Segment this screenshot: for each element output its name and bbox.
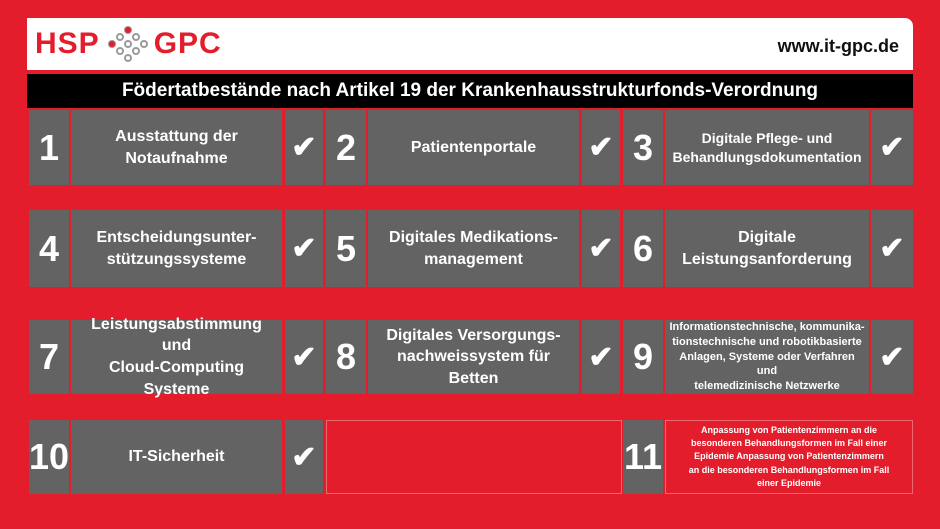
item-label-line: Informationstechnische, kommunika- <box>669 320 865 333</box>
item-label-line: Leistungsanforderung <box>682 250 852 268</box>
item-label <box>669 129 866 167</box>
item-3-label-cell <box>665 110 869 185</box>
item-number: 2 <box>326 110 366 185</box>
item-number: 1 <box>29 110 69 185</box>
item-label-line: stützungssysteme <box>106 250 247 268</box>
item-number: 4 <box>29 210 69 287</box>
item-label-line: IT-Sicherheit <box>128 448 225 466</box>
item-number: 8 <box>326 320 366 394</box>
item-label-line: Anpassung von Patientenzimmern an die <box>700 425 878 436</box>
item-6-label-cell <box>665 210 869 287</box>
item-1-label-cell <box>71 110 282 185</box>
check-icon: ✔ <box>582 110 620 185</box>
logo-dots-icon <box>104 26 150 62</box>
item-label-line: Digitale Pflege- und <box>701 129 833 146</box>
logo-gpc: GPC <box>153 27 222 60</box>
item-label <box>385 227 562 270</box>
header-bar <box>27 18 913 70</box>
item-number: 9 <box>623 320 663 394</box>
item-label-line: tionstechnische und robotikbasierte <box>672 335 862 348</box>
item-label <box>124 446 228 468</box>
item-8-label-cell <box>368 320 579 394</box>
logo-hsp: HSP <box>35 27 100 60</box>
item-10-label-cell <box>71 420 282 494</box>
item-label <box>111 126 242 169</box>
item-9-label-cell <box>665 320 869 394</box>
check-icon: ✔ <box>582 320 620 394</box>
item-label <box>71 314 282 400</box>
item-label-line: einer Epidemie <box>756 477 822 488</box>
item-2-label-cell <box>368 110 579 185</box>
item-label-line: Entscheidungsunter- <box>96 228 257 246</box>
item-7-label-cell <box>71 315 282 398</box>
check-icon: ✔ <box>285 110 323 185</box>
item-number: 11 <box>623 420 663 494</box>
item-label-line: Leistungsabstimmung und <box>91 315 262 355</box>
check-icon: ✔ <box>582 210 620 287</box>
item-label-line: Cloud-Computing Systeme <box>108 359 245 398</box>
logo <box>35 24 222 64</box>
item-label <box>407 137 540 159</box>
item-label-line: Ausstattung der <box>115 127 238 145</box>
item-label-line: Epidemie Anpassung von Patientenzimmern <box>694 451 884 462</box>
item-label <box>679 424 900 489</box>
item-11-label-cell <box>665 420 913 494</box>
item-number: 3 <box>623 110 663 185</box>
item-label-line: Digitale <box>738 228 796 246</box>
check-icon: ✔ <box>871 320 913 394</box>
item-number: 6 <box>623 210 663 287</box>
item-label-line: management <box>424 250 523 268</box>
item-label <box>665 320 869 394</box>
page-title: Födertatbestände nach Artikel 19 der Krankenhausstrukturfonds-Verordnung <box>27 74 913 108</box>
item-5-label-cell <box>368 210 579 287</box>
check-icon: ✔ <box>285 320 323 394</box>
item-label <box>678 227 856 270</box>
website-url[interactable]: www.it-gpc.de <box>777 36 899 56</box>
item-label-line: Notaufnahme <box>125 149 228 167</box>
empty-cell <box>326 420 622 494</box>
item-label-line: Anlagen, Systeme oder Verfahren und <box>679 350 855 378</box>
check-icon: ✔ <box>285 210 323 287</box>
item-label <box>92 227 260 270</box>
item-label-line: Digitales Versorgungs- <box>386 326 561 344</box>
item-label <box>368 325 579 390</box>
item-4-label-cell <box>71 210 282 287</box>
check-icon: ✔ <box>871 210 913 287</box>
item-number: 5 <box>326 210 366 287</box>
item-label-line: telemedizinische Netzwerke <box>694 380 840 393</box>
item-number: 10 <box>29 420 69 494</box>
item-label-line: an die besonderen Behandlungsformen im Fall <box>688 464 890 475</box>
item-label-line: Behandlungsdokumentation <box>672 148 862 165</box>
item-label-line: Patientenportale <box>410 138 537 156</box>
item-label-line: nachweissystem für Betten <box>397 348 550 387</box>
check-icon: ✔ <box>285 420 323 494</box>
item-label-line: Digitales Medikations- <box>389 228 558 246</box>
check-icon: ✔ <box>871 110 913 185</box>
item-number: 7 <box>29 320 69 394</box>
item-label-line: besonderen Behandlungsformen im Fall einer <box>690 438 888 449</box>
